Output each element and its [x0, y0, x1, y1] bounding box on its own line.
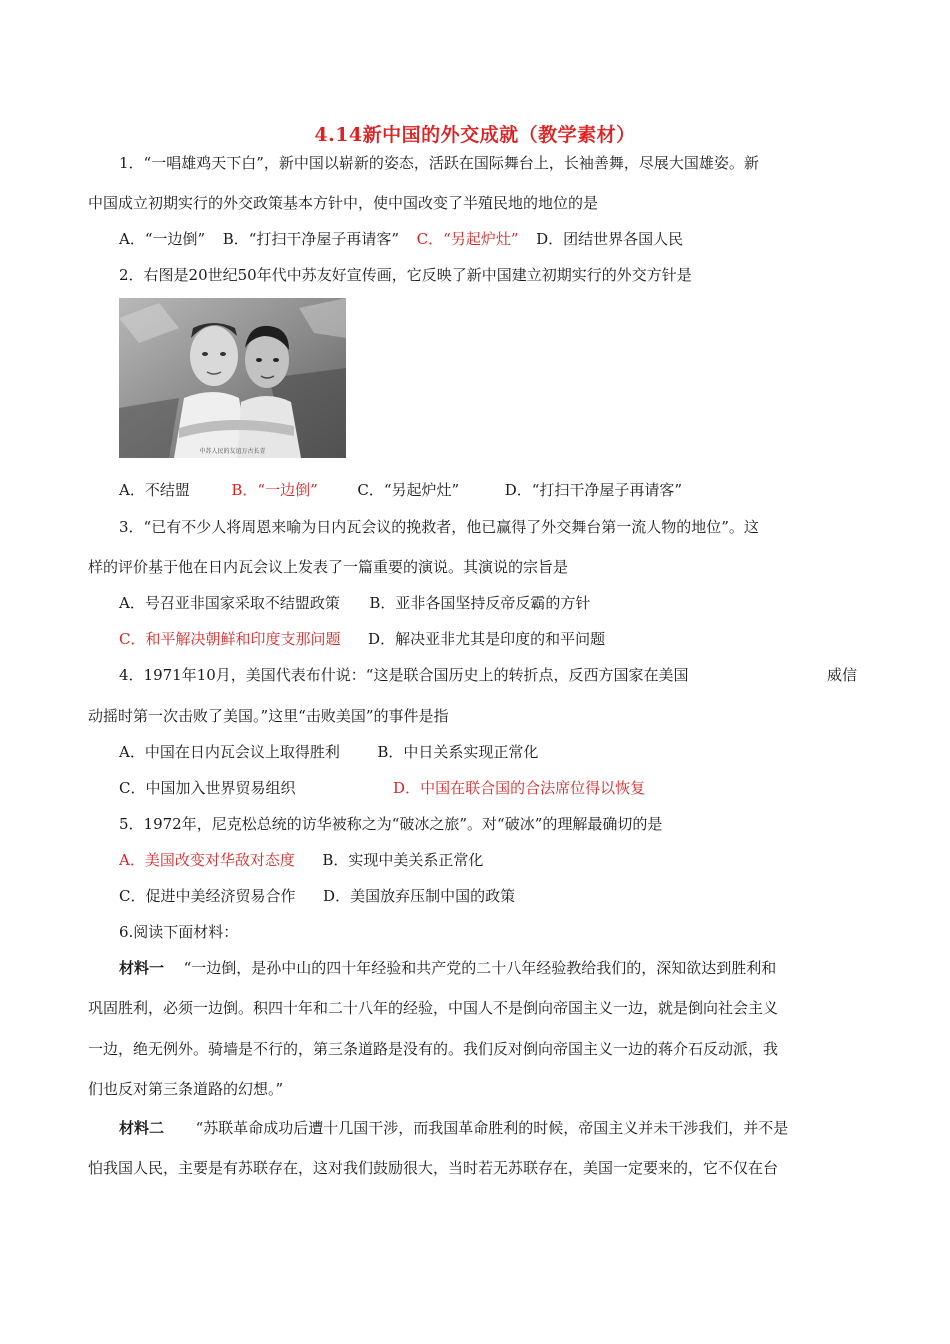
q3-option-a: A．号召亚非国家采取不结盟政策 — [119, 594, 340, 612]
q1-option-d: D．团结世界各国人民 — [536, 230, 684, 248]
propaganda-poster-image — [119, 298, 346, 458]
material1-line1 — [119, 957, 864, 979]
q4-options-ab — [119, 741, 864, 763]
q4-stem-line1 — [119, 664, 864, 686]
q4-option-a: A．中国在日内瓦会议上取得胜利 — [119, 743, 340, 761]
material1-text-line1: “一边倒，是孙中山的四十年经验和共产党的二十八年经验教给我们的，深知欲达到胜利和 — [183, 959, 777, 977]
material1-label: 材料一 — [119, 959, 165, 977]
q3-stem-line2: 样的评价基于他在日内瓦会议上发表了一篇重要的演说。其演说的宗旨是 — [88, 558, 569, 576]
q5-option-a-answer: A．美国改变对华敌对态度 — [119, 851, 295, 869]
q3-option-c-answer: C．和平解决朝鲜和印度支那问题 — [119, 630, 341, 648]
q1-options — [119, 228, 864, 250]
poster-caption: 中苏人民的友谊万古长青 — [199, 448, 266, 455]
q4-options-cd — [119, 777, 864, 799]
q1-stem-line2: 中国成立初期实行的外交政策基本方针中，使中国改变了半殖民地的地位的是 — [88, 194, 599, 212]
q2-option-a: A．不结盟 — [119, 481, 190, 499]
q1-option-c-answer: C．“另起炉灶” — [416, 230, 519, 248]
q5-stem: 5．1972年，尼克松总统的访华被称之为“破冰之旅”。对“破冰”的理解最确切的是 — [119, 815, 663, 833]
q5-options-ab — [119, 849, 864, 871]
q5-option-b: B．实现中美关系正常化 — [322, 851, 484, 869]
q3-option-d: D．解决亚非尤其是印度的和平问题 — [368, 630, 606, 648]
q3-options-cd — [119, 628, 864, 650]
q5-option-d: D．美国放弃压制中国的政策 — [323, 887, 516, 905]
q2-option-d: D．“打扫干净屋子再请客” — [504, 481, 683, 499]
material2-line1 — [119, 1117, 864, 1139]
material2-text-line1: “苏联革命成功后遭十几国干涉，而我国革命胜利的时候，帝国主义并未干涉我们，并不是 — [195, 1119, 789, 1137]
material2-label: 材料二 — [119, 1119, 165, 1137]
q3-option-b: B．亚非各国坚持反帝反霸的方针 — [369, 594, 591, 612]
q1-option-a: A．“一边倒” — [119, 230, 206, 248]
material1-line2: 巩固胜利，必须一边倒。积四十年和二十八年的经验，中国人不是倒向帝国主义一边，就是倒向社会主义 — [88, 999, 779, 1017]
q2-options — [119, 479, 864, 501]
q4-option-d-answer: D．中国在联合国的合法席位得以恢复 — [393, 779, 646, 797]
q4-stem-line1-tail: 威信 — [827, 666, 858, 684]
q4-stem-line1-main: 4．1971年10月，美国代表布什说：“这是联合国历史上的转折点，反西方国家在美国 — [119, 666, 689, 684]
q2-option-b-answer: B．“一边倒” — [231, 481, 318, 499]
q4-stem-line2: 动摇时第一次击败了美国。”这里“击败美国”的事件是指 — [88, 707, 449, 725]
document-title: 4.14新中国的外交成就（教学素材） — [314, 124, 636, 146]
q2-stem: 2．右图是20世纪50年代中苏友好宣传画，它反映了新中国建立初期实行的外交方针是 — [119, 266, 692, 284]
q2-option-c: C．“另起炉灶” — [357, 481, 460, 499]
q3-stem-line1: 3．“已有不少人将周恩来喻为日内瓦会议的挽救者，他已赢得了外交舞台第一流人物的地位”。这 — [119, 518, 759, 536]
q4-option-c: C．中国加入世界贸易组织 — [119, 779, 296, 797]
material2-line2: 怕我国人民，主要是有苏联存在，这对我们鼓励很大，当时若无苏联存在，美国一定要来的，它不仅在台 — [88, 1159, 779, 1177]
q4-option-b: B．中日关系实现正常化 — [377, 743, 539, 761]
q3-options-ab — [119, 592, 864, 614]
material1-line3: 一边，绝无例外。骑墙是不行的，第三条道路是没有的。我们反对倒向帝国主义一边的蒋介石反动派，我 — [88, 1040, 779, 1058]
q1-option-b: B．“打扫干净屋子再请客” — [222, 230, 400, 248]
q1-stem-line1: 1．“一唱雄鸡天下白”，新中国以崭新的姿态，活跃在国际舞台上，长袖善舞，尽展大国雄姿。新 — [119, 154, 759, 172]
q5-options-cd — [119, 885, 864, 907]
material1-line4: 们也反对第三条道路的幻想。” — [88, 1080, 284, 1098]
q5-option-c: C．促进中美经济贸易合作 — [119, 887, 296, 905]
q6-stem: 6.阅读下面材料： — [119, 923, 239, 941]
